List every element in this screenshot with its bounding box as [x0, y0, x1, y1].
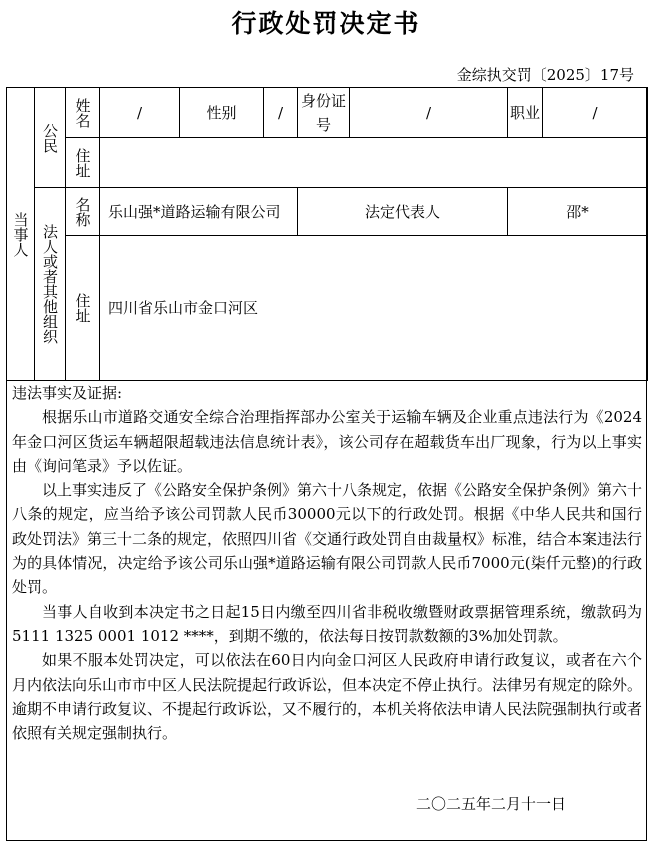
- document-number: 金综执交罚〔2025〕17号: [456, 66, 634, 84]
- facts-paragraph-2: 以上事实违反了《公路安全保护条例》第六十八条规定，依据《公路安全保护条例》第六十八条的规定，应当给予该公司罚款人民币30000元以下的行政处罚。根据《中华人民共和国行政处罚法》第三十二条的规定，依照四川省《交通行政处罚自由裁量权》标准，结合本案违法行为的具体情况，决定给予该公司乐山强*道路运输有限公司罚款人民币7000元(柒仟元整)的行政处罚。: [12, 481, 643, 597]
- legal-person-address-label: 住址: [66, 236, 100, 381]
- citizen-address-label: 住址: [66, 138, 100, 188]
- facts-paragraph-1: 根据乐山市道路交通安全综合治理指挥部办公室关于运输车辆及企业重点违法行为《2024年金口河区货运车辆超限超载违法信息统计表》，该公司存在超载货车出厂现象，行为以上事实由《询问笔录》予以佐证。: [12, 408, 642, 475]
- citizen-occupation-label: 职业: [508, 88, 543, 138]
- legal-person-label: 法人或者其他组织: [35, 188, 66, 381]
- citizen-label: 公民: [35, 88, 66, 188]
- citizen-gender-value: /: [264, 88, 298, 138]
- citizen-name-value: /: [100, 88, 180, 138]
- citizen-id-label: 身份证号: [298, 88, 350, 138]
- party-label: 当事人: [7, 88, 35, 381]
- facts-paragraph-3: 当事人自收到本决定书之日起15日内缴至四川省非税收缴暨财政票据管理系统，缴款码为5111 1325 0001 1012 ****，到期不缴的，依法每日按罚款数额的3%加处罚款。: [12, 602, 642, 645]
- citizen-id-value: /: [350, 88, 508, 138]
- citizen-occupation-value: /: [543, 88, 648, 138]
- legal-person-name-label: 名称: [66, 188, 100, 236]
- legal-person-name-value: 乐山强*道路运输有限公司: [100, 188, 298, 236]
- legal-rep-label: 法定代表人: [298, 188, 508, 236]
- citizen-name-label: 姓名: [66, 88, 100, 138]
- citizen-gender-label: 性别: [180, 88, 264, 138]
- citizen-address-value: [100, 138, 648, 188]
- facts-paragraph-4: 如果不服本处罚决定，可以依法在60日内向金口河区人民政府申请行政复议，或者在六个月内依法向乐山市市中区人民法院提起行政诉讼，但本决定不停止执行。法律另有规定的除外。逾期不申请行政复议、不提起行政诉讼，又不履行的，本机关将依法申请人民法院强制执行或者依照有关规定强制执行。: [12, 651, 643, 743]
- facts-section: [12, 381, 642, 745]
- party-info-table: [6, 87, 648, 381]
- legal-person-address-value: 四川省乐山市金口河区: [100, 236, 648, 381]
- legal-rep-value: 邵*: [508, 188, 648, 236]
- document-title: 行政处罚决定书: [231, 9, 421, 38]
- facts-heading: 违法事实及证据:: [12, 384, 123, 402]
- decision-date: 二〇二五年二月十一日: [415, 795, 566, 813]
